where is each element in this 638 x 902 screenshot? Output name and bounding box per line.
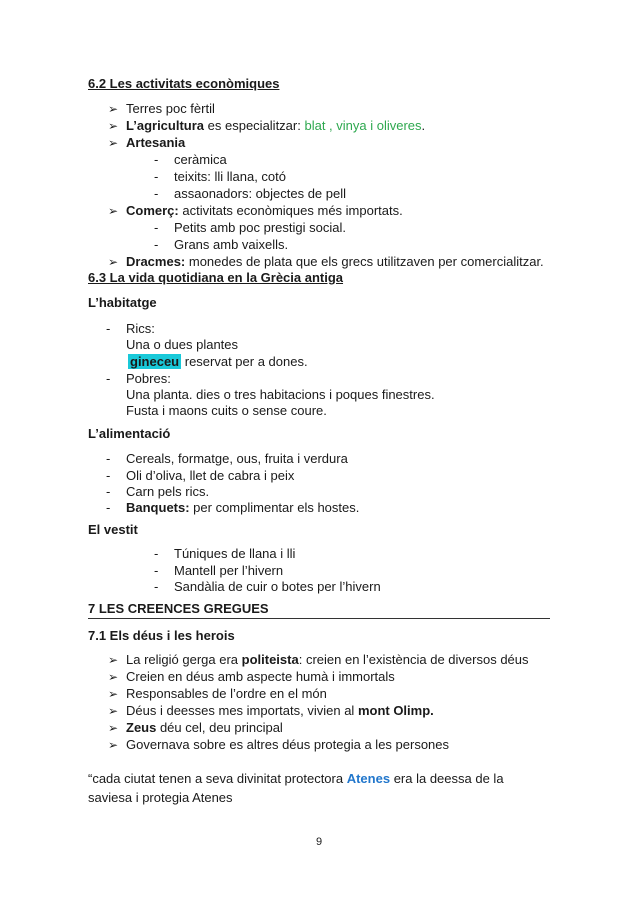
list-item: - Cereals, formatge, ous, fruita i verdura — [106, 451, 348, 466]
divider — [88, 618, 550, 619]
list-item: - Túniques de llana i lli — [154, 546, 296, 561]
arrow-bullet-icon: ➢ — [108, 136, 119, 150]
highlight-green-text: blat , vinya i oliveres — [304, 118, 422, 133]
list-item: - Pobres: — [106, 371, 171, 386]
list-item: ➢ Creien en déus amb aspecte humà i immortals — [108, 669, 395, 684]
text-line: Una o dues plantes — [126, 337, 239, 352]
section-title-7-1: 7.1 Els déus i les herois — [88, 628, 235, 643]
text-line: gineceu reservat per a dones. — [130, 354, 308, 369]
list-item: ➢ L’agricultura es especialitzar: blat , vinya i oliveres. — [108, 118, 426, 133]
sub-list-item: - ceràmica — [154, 152, 227, 167]
arrow-bullet-icon: ➢ — [108, 721, 119, 735]
subheading-alimentacio: L’alimentació — [88, 426, 171, 441]
list-item: ➢ Déus i deesses mes importats, vivien al mont Olimp. — [108, 703, 434, 718]
list-item: - Oli d’oliva, llet de cabra i peix — [106, 468, 295, 483]
sub-list-item: - teixits: lli llana, cotó — [154, 169, 286, 184]
page-number: 9 — [315, 836, 323, 848]
arrow-bullet-icon: ➢ — [108, 102, 119, 116]
sub-list-item: - Petits amb poc prestigi social. — [154, 220, 346, 235]
subheading-habitatge: L’habitatge — [88, 295, 157, 310]
subheading-vestit: El vestit — [88, 522, 138, 537]
arrow-bullet-icon: ➢ — [108, 687, 119, 701]
list-item: ➢ Terres poc fèrtil — [108, 101, 215, 116]
list-item: ➢ Comerç: activitats econòmiques més importats. — [108, 203, 403, 218]
list-item: - Mantell per l’hivern — [154, 563, 284, 578]
list-item: - Banquets: per complimentar els hostes. — [106, 500, 360, 515]
arrow-bullet-icon: ➢ — [108, 204, 119, 218]
arrow-bullet-icon: ➢ — [108, 119, 119, 133]
list-item: ➢ Artesania — [108, 135, 186, 150]
arrow-bullet-icon: ➢ — [108, 653, 119, 667]
list-item: ➢ Responsables de l’ordre en el món — [108, 686, 327, 701]
quote-line: “cada ciutat tenen a seva divinitat protectora Atenes era la deessa de la — [88, 771, 504, 786]
list-item: ➢ Zeus déu cel, deu principal — [108, 720, 283, 735]
list-item: - Rics: — [106, 321, 155, 336]
text-line: Una planta. dies o tres habitacions i poques finestres. — [126, 387, 435, 402]
sub-list-item: - Grans amb vaixells. — [154, 237, 289, 252]
section-title-6-2: 6.2 Les activitats econòmiques — [88, 76, 280, 91]
text-line: Fusta i maons cuits o sense coure. — [126, 403, 327, 418]
arrow-bullet-icon: ➢ — [108, 670, 119, 684]
section-title-6-3: 6.3 La vida quotidiana en la Grècia antiga — [88, 270, 344, 285]
highlight-blue-text: Atenes — [346, 771, 391, 786]
chapter-title-7: 7 LES CREENCES GREGUES — [88, 601, 269, 616]
sub-list-item: - assaonadors: objectes de pell — [154, 186, 347, 201]
list-item: ➢ Dracmes: monedes de plata que els grecs utilitzaven per comercialitzar. — [108, 254, 544, 269]
list-item: ➢ Governava sobre es altres déus protegia a les persones — [108, 737, 450, 752]
highlighted-term: gineceu — [130, 354, 180, 369]
list-item: ➢ La religió gerga era politeista: creien en l’existència de diversos déus — [108, 652, 529, 667]
quote-line: saviesa i protegia Atenes — [88, 790, 233, 805]
list-item: - Sandàlia de cuir o botes per l’hivern — [154, 579, 381, 594]
arrow-bullet-icon: ➢ — [108, 704, 119, 718]
arrow-bullet-icon: ➢ — [108, 255, 119, 269]
list-item: - Carn pels rics. — [106, 484, 210, 499]
arrow-bullet-icon: ➢ — [108, 738, 119, 752]
